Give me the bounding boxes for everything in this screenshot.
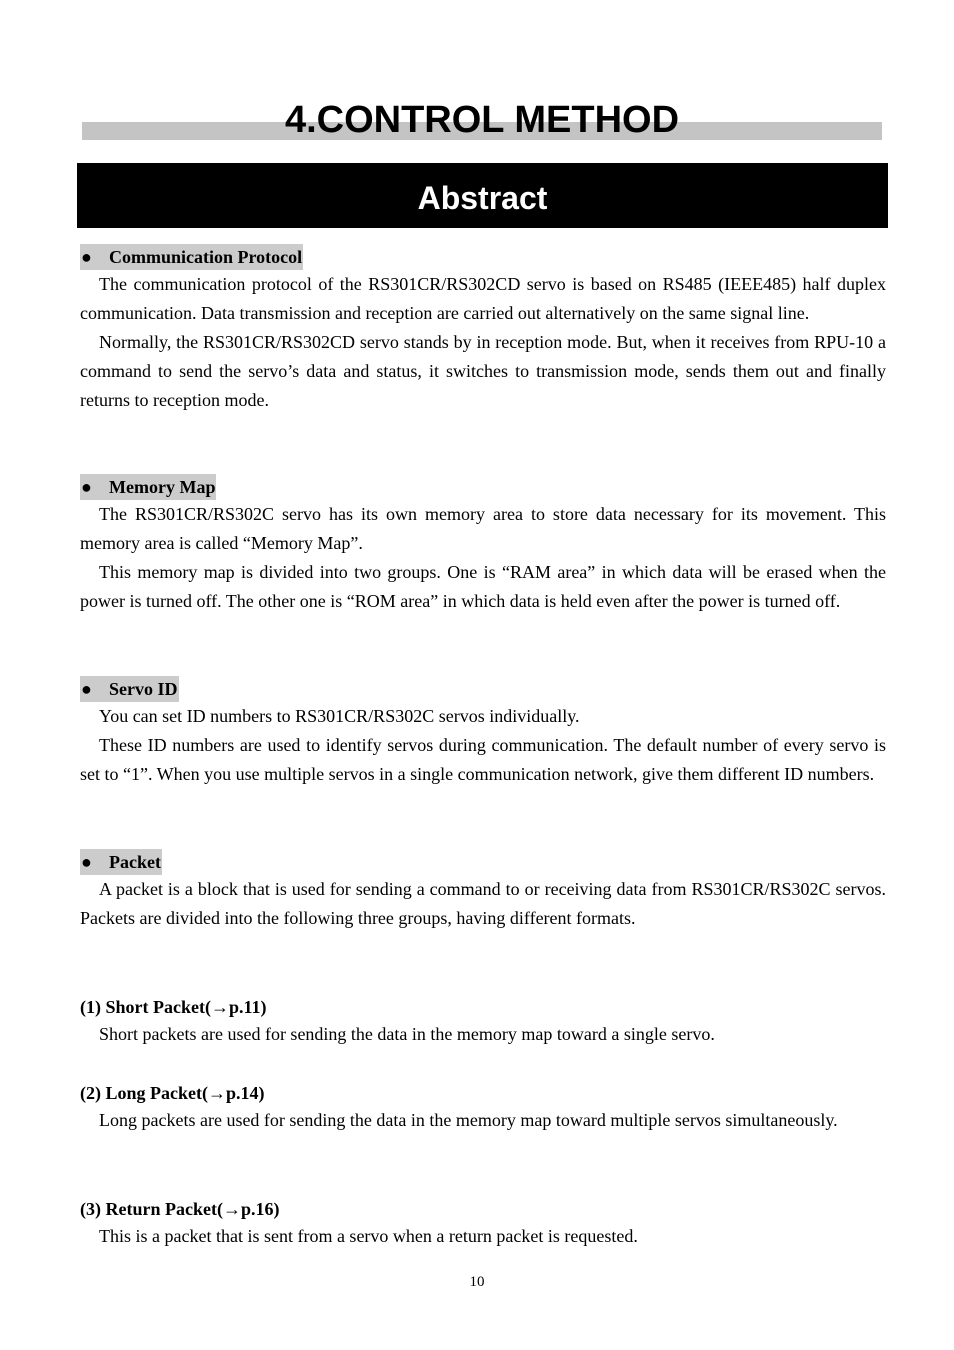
section-packet	[80, 849, 886, 933]
section-heading	[80, 474, 216, 500]
section-heading-text: Servo ID	[109, 679, 178, 699]
section-memory-map	[80, 474, 886, 616]
packet-type-short	[80, 994, 886, 1049]
paragraph: Normally, the RS301CR/RS302CD servo stands by in reception mode. But, when it receives from RPU-10 a command to send the servo’s data and status, it switches to transmission mode, sends them out and finally returns to reception mode.	[80, 332, 886, 410]
section-heading	[80, 676, 179, 702]
paragraph: This is a packet that is sent from a servo when a return packet is requested.	[99, 1226, 638, 1246]
section-heading-text: Packet	[109, 852, 161, 872]
page-number: 10	[469, 1274, 485, 1290]
bullet-icon: ●	[81, 679, 92, 699]
paragraph: A packet is a block that is used for sending a command to or receiving data from RS301CR/RS302C servos. Packets are divided into the following three groups, having different formats.	[80, 879, 886, 928]
bullet-icon: ●	[81, 247, 92, 267]
paragraph: Long packets are used for sending the data in the memory map toward multiple servos simultaneously.	[99, 1110, 838, 1130]
paragraph: You can set ID numbers to RS301CR/RS302C servos individually.	[99, 706, 580, 726]
bullet-icon: ●	[81, 477, 92, 497]
chapter-title: 4.CONTROL METHOD	[284, 99, 680, 141]
paragraph: These ID numbers are used to identify servos during communication. The default number of every servo is set to “1”. When you use multiple servos in a single communication network, give them different ID numbers.	[80, 735, 886, 784]
paragraph: The RS301CR/RS302C servo has its own memory area to store data necessary for its movement. This memory area is called “Memory Map”.	[80, 504, 886, 553]
section-banner: Abstract	[77, 163, 888, 228]
section-heading	[80, 849, 162, 875]
bullet-icon: ●	[81, 852, 92, 872]
paragraph: Short packets are used for sending the data in the memory map toward a single servo.	[99, 1024, 715, 1044]
section-heading-text: Memory Map	[109, 477, 216, 497]
packet-type-long	[80, 1080, 886, 1135]
packet-type-heading: (2) Long Packet(→p.14)	[80, 1083, 265, 1103]
packet-type-return	[80, 1196, 886, 1251]
packet-type-heading: (3) Return Packet(→p.16)	[80, 1199, 280, 1219]
section-heading	[80, 244, 303, 270]
section-heading-text: Communication Protocol	[109, 247, 303, 267]
section-servo-id	[80, 676, 886, 789]
paragraph: The communication protocol of the RS301CR/RS302CD servo is based on RS485 (IEEE485) half duplex communication. Data transmission and reception are carried out alternatively on the same signal line.	[80, 274, 886, 323]
paragraph: This memory map is divided into two groups. One is “RAM area” in which data will be erased when the power is turned off. The other one is “ROM area” in which data is held even after the power is turned off.	[80, 562, 886, 611]
packet-type-heading: (1) Short Packet(→p.11)	[80, 997, 267, 1017]
section-communication-protocol	[80, 244, 886, 415]
